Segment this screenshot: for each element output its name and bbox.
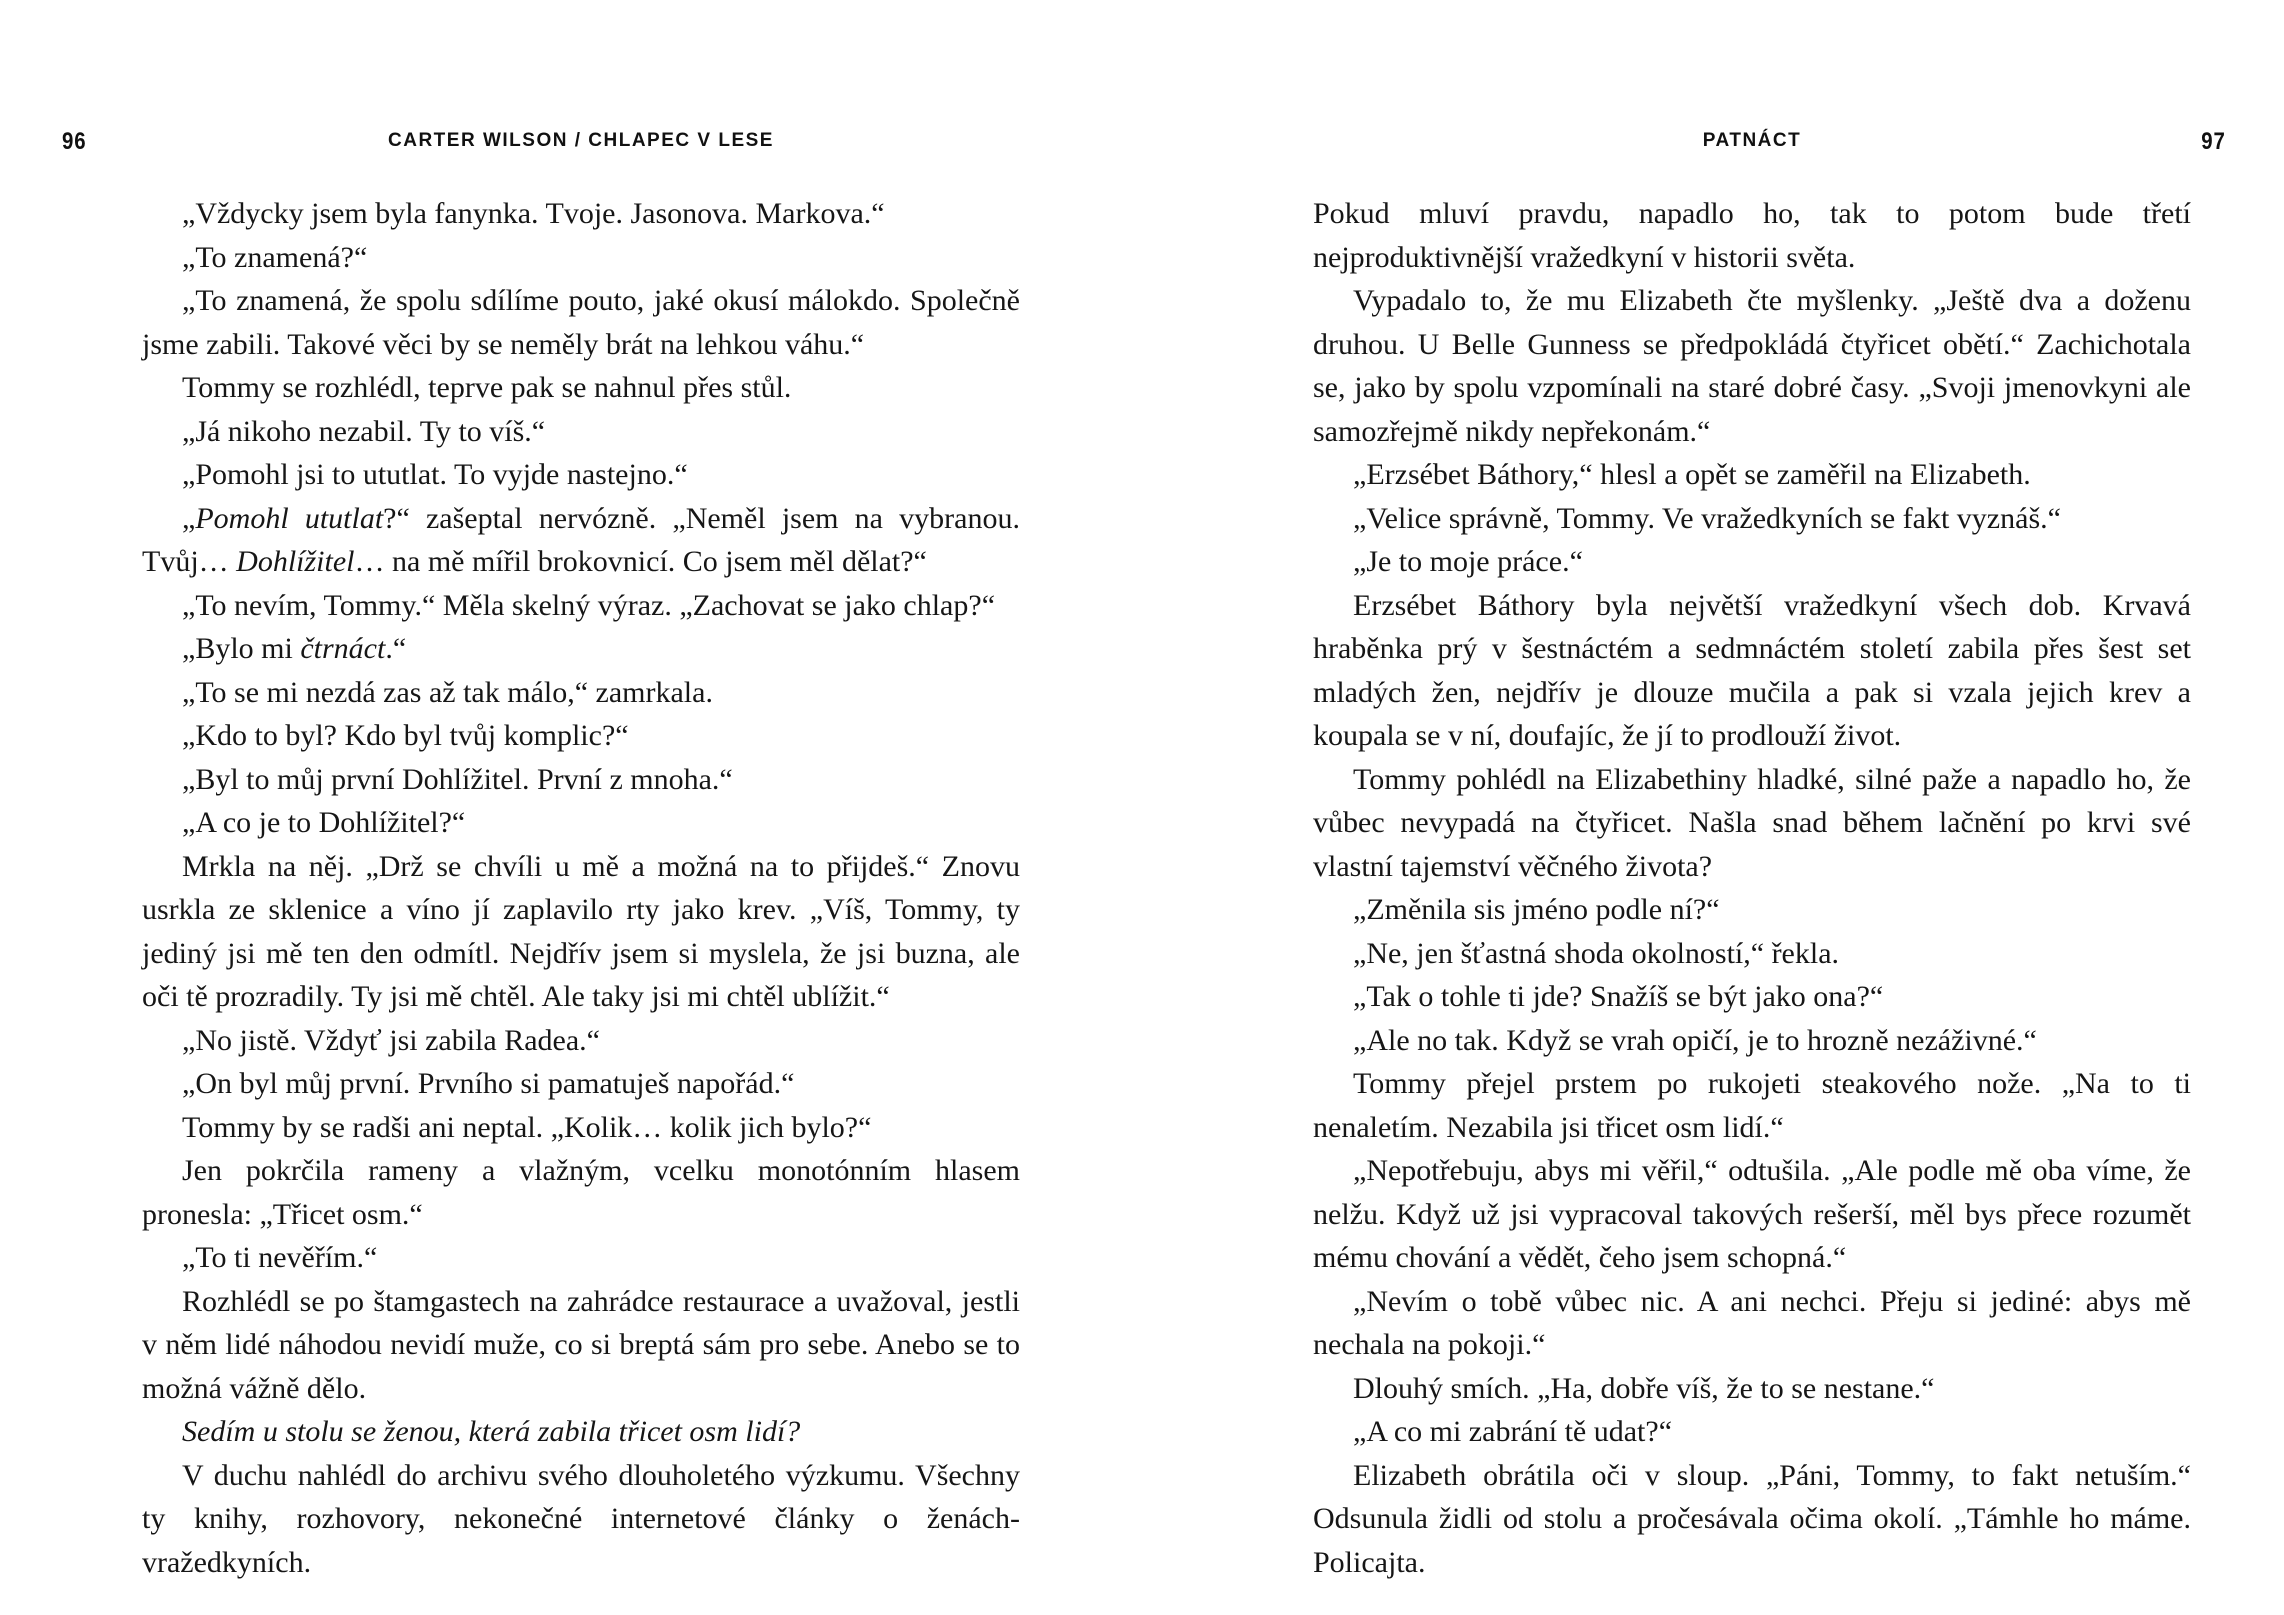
paragraph [1313,453,2191,497]
text-segment: Elizabeth obrátila oči v sloup. „Páni, Tommy, to fakt netuším.“ Odsunula židli od stolu a pročesávala očima okolí. „Támhle ho máme. Policajta. [1313,1458,2191,1579]
paragraph [142,584,1020,628]
paragraph [142,671,1020,715]
paragraph [1313,1280,2191,1367]
text-segment: … na mě mířil brokovnicí. Co jsem měl dělat?“ [354,545,927,578]
paragraph [142,1410,1020,1454]
text-segment: Tommy pohlédl na Elizabethiny hladké, silné paže a napadlo ho, že vůbec nevypadá na čtyřicet. Našla snad během lačnění po krvi své vlastní tajemství věčného života? [1313,762,2191,883]
text-segment: „Ne, jen šťastná shoda okolností,“ řekla. [1353,936,1840,970]
right-page-number: 97 [2201,128,2226,155]
paragraph [142,410,1020,454]
italic-text-segment: čtrnáct [300,632,386,665]
text-segment: Tommy se rozhlédl, teprve pak se nahnul přes stůl. [182,371,792,404]
paragraph [142,236,1020,280]
text-segment: Mrkla na něj. „Drž se chvíli u mě a možná na to přijdeš.“ Znovu usrkla ze sklenice a víno jí zaplavilo rty jako krev. „Víš, Tommy, ty jediný jsi mě ten den odmítl. Nejdřív jsem si myslela, že jsi buzna, ale oči tě prozradily. Ty jsi mě chtěl. Ale taky jsi mi chtěl ublížit.“ [142,849,1020,1013]
paragraph [1313,1019,2191,1063]
text-segment: „Vždycky jsem byla fanynka. Tvoje. Jasonova. Markova.“ [182,197,885,230]
paragraph [142,758,1020,802]
paragraph [142,192,1020,236]
right-page-body [1313,192,2191,1584]
text-segment: „Já nikoho nezabil. Ty to víš.“ [182,414,546,448]
paragraph [142,1236,1020,1280]
right-chapter-header: PATNÁCT [1702,130,1802,151]
paragraph [142,714,1020,758]
paragraph [142,845,1020,1019]
paragraph [1313,497,2191,541]
left-page-body [142,192,1020,1584]
paragraph [142,1149,1020,1236]
text-segment: „To nevím, Tommy.“ Měla skelný výraz. „Zachovat se jako chlap?“ [182,588,996,622]
paragraph [1313,975,2191,1019]
left-page-number: 96 [62,128,87,155]
text-segment: V duchu nahlédl do archivu svého dlouholetého výzkumu. Všechny ty knihy, rozhovory, nekonečné internetové články o ženách-vražedkyních. [142,1458,1020,1579]
paragraph [142,453,1020,497]
text-segment: .“ [385,632,407,665]
text-segment: „To znamená?“ [182,240,368,274]
text-segment: Erzsébet Báthory byla největší vražedkyní všech dob. Krvavá hraběnka prý v šestnáctém a sedmnáctém století zabila přes šest set mladých žen, nejdřív je dlouze mučila a pak si vzala jejich krev a koupala se v ní, doufajíc, že jí to prodlouží život. [1313,588,2191,752]
italic-text-segment: Dohlížitel [236,545,355,578]
paragraph [1313,758,2191,889]
text-segment: „Velice správně, Tommy. Ve vražedkyních se fakt vyznáš.“ [1353,501,2061,535]
paragraph [142,1280,1020,1411]
italic-text-segment: Pomohl ututlat [195,501,384,535]
text-segment: Tommy by se radši ani neptal. „Kolik… kolik jich bylo?“ [182,1110,872,1144]
text-segment: Tommy přejel prstem po rukojeti steakového nože. „Na to ti nenaletím. Nezabila jsi třicet osm lidí.“ [1313,1067,2191,1144]
paragraph [1313,279,2191,453]
paragraph [1313,192,2191,279]
text-segment: „On byl můj první. Prvního si pamatuješ napořád.“ [182,1067,795,1100]
text-segment: „Změnila sis jméno podle ní?“ [1353,893,1720,926]
paragraph [142,279,1020,366]
paragraph [1313,1454,2191,1585]
paragraph [142,1062,1020,1106]
paragraph [1313,888,2191,932]
text-segment: „No jistě. Vždyť jsi zabila Radea.“ [182,1023,600,1057]
paragraph [142,1019,1020,1063]
text-segment: „Nepotřebuju, abys mi věřil,“ odtušila. „Ale podle mě oba víme, že nelžu. Když už jsi vypracoval takových rešerší, měl bys přece rozumět mému chování a vědět, čeho jsem schopná.“ [1313,1154,2191,1274]
text-segment: „Tak o tohle ti jde? Snažíš se být jako ona?“ [1353,980,1884,1013]
text-segment: „Byl to můj první Dohlížitel. První z mnoha.“ [182,762,733,796]
text-segment: „Je to moje práce.“ [1353,545,1583,578]
text-segment: „Kdo to byl? Kdo byl tvůj komplic?“ [182,719,629,752]
paragraph [1313,1149,2191,1280]
paragraph [142,627,1020,671]
paragraph [1313,1367,2191,1411]
text-segment: „Pomohl jsi to ututlat. To vyjde nastejno.“ [182,458,688,491]
paragraph [1313,932,2191,976]
paragraph [1313,1410,2191,1454]
text-segment: „Erzsébet Báthory,“ hlesl a opět se zaměřil na Elizabeth. [1353,458,2031,491]
paragraph [142,1454,1020,1585]
text-segment: Dlouhý smích. „Ha, dobře víš, že to se nestane.“ [1353,1371,1935,1405]
text-segment: „Nevím o tobě vůbec nic. A ani nechci. Přeju si jediné: abys mě nechala na pokoji.“ [1313,1284,2191,1361]
paragraph [142,366,1020,410]
paragraph [142,497,1020,584]
text-segment: „Ale no tak. Když se vrah opičí, je to hrozně nezáživné.“ [1353,1023,2037,1057]
text-segment: ?“ zašeptal nervózně. „Neměl jsem na vybranou. Tvůj… [142,501,1020,578]
text-segment: „Bylo mi [182,632,301,665]
text-segment: „To znamená, že spolu sdílíme pouto, jaké okusí málokdo. Společně jsme zabili. Takové věci by se neměly brát na lehkou váhu.“ [142,284,1020,361]
text-segment: Jen pokrčila rameny a vlažným, vcelku monotónním hlasem pronesla: „Třicet osm.“ [142,1154,1020,1231]
paragraph [142,1106,1020,1150]
italic-text-segment: Sedím u stolu se ženou, která zabila třicet osm lidí? [182,1415,801,1448]
text-segment: Pokud mluví pravdu, napadlo ho, tak to potom bude třetí nejproduktivnější vražedkyní v historii světa. [1313,197,2191,274]
paragraph [142,801,1020,845]
text-segment: „A co je to Dohlížitel?“ [182,806,466,839]
text-segment: Vypadalo to, že mu Elizabeth čte myšlenky. „Ještě dva a doženu druhou. U Belle Gunness se předpokládá čtyřicet obětí.“ Zachichotala se, jako by spolu vzpomínali na staré dobré časy. „Svoji jmenovkyni ale samozřejmě nikdy nepřekonám.“ [1313,284,2191,448]
left-running-header: CARTER WILSON / CHLAPEC V LESE [388,130,774,151]
text-segment: „To se mi nezdá zas až tak málo,“ zamrkala. [182,675,713,709]
text-segment: „To ti nevěřím.“ [182,1241,378,1274]
text-segment: „A co mi zabrání tě udat?“ [1353,1415,1673,1448]
paragraph [1313,1062,2191,1149]
paragraph [1313,540,2191,584]
text-segment: „ [182,501,196,535]
paragraph [1313,584,2191,758]
text-segment: Rozhlédl se po štamgastech na zahrádce restaurace a uvažoval, jestli v něm lidé náhodou nevidí muže, co si breptá sám pro sebe. Anebo se to možná vážně dělo. [142,1284,1020,1405]
